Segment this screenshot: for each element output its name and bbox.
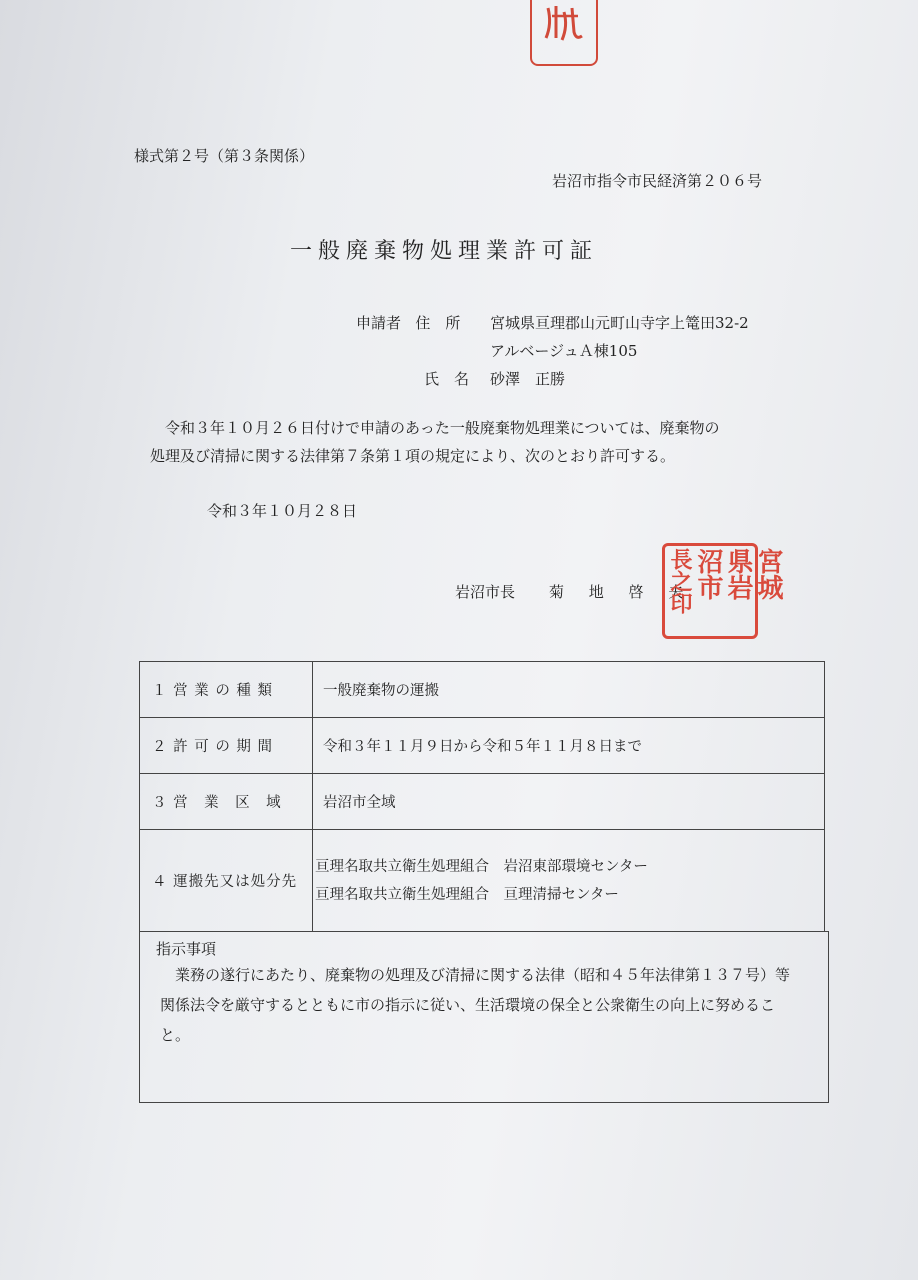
issuer-name: 菊 地 啓 夫 bbox=[549, 583, 694, 601]
applicant-block bbox=[356, 309, 749, 393]
row-value: 令和３年１１月９日から令和５年１１月８日まで bbox=[313, 718, 825, 774]
statement-line1: 令和３年１０月２６日付けで申請のあった一般廃棄物処理業については、廃棄物の bbox=[165, 419, 720, 437]
table-row bbox=[140, 774, 825, 830]
seal-text-col2: 県岩 bbox=[723, 548, 753, 600]
table-row bbox=[140, 830, 825, 932]
instructions-box bbox=[139, 931, 829, 1103]
row-key: １ 営 業 の 種 類 bbox=[140, 662, 313, 718]
applicant-label: 申請者 bbox=[356, 314, 402, 332]
address-line2: アルベージュＡ棟105 bbox=[490, 342, 638, 360]
issuer-title: 岩沼市長 bbox=[455, 583, 516, 601]
applicant-labels bbox=[356, 309, 490, 337]
row-key: ２ 許 可 の 期 間 bbox=[140, 718, 313, 774]
row-value: 岩沼市全域 bbox=[313, 774, 825, 830]
permit-statement bbox=[150, 414, 810, 470]
destination-1: 亘理名取共立衛生処理組合 岩沼東部環境センター bbox=[315, 858, 648, 875]
row-key: ４ 運搬先又は処分先 bbox=[140, 830, 313, 932]
permit-details-table bbox=[139, 661, 825, 932]
seal-text-col1: 宮城 bbox=[753, 548, 783, 600]
statement-line2: 処理及び清掃に関する法律第７条第１項の規定により、次のとおり許可する。 bbox=[150, 447, 676, 465]
table-row bbox=[140, 662, 825, 718]
address-line1: 宮城県亘理郡山元町山寺字上篭田32-2 bbox=[490, 314, 749, 332]
top-seal-stamp bbox=[530, 0, 598, 66]
name-label: 氏 名 bbox=[424, 370, 470, 388]
issue-date: 令和３年１０月２８日 bbox=[207, 502, 358, 520]
instructions-text: 業務の遂行にあたり、廃棄物の処理及び清掃に関する法律（昭和４５年法律第１３７号）等関係法令を厳守するとともに市の指示に従い、生活環境の保全と公衆衛生の向上に努めること。 bbox=[160, 966, 791, 1044]
seal-glyph-icon bbox=[542, 2, 586, 42]
table-row bbox=[140, 718, 825, 774]
row-value bbox=[313, 830, 825, 932]
row-value: 一般廃棄物の運搬 bbox=[313, 662, 825, 718]
address-label: 住 所 bbox=[415, 314, 461, 332]
document-title: 一般廃棄物処理業許可証 bbox=[290, 239, 599, 264]
seal-text-col4: 長之印 bbox=[667, 548, 693, 614]
form-number: 様式第２号（第３条関係） bbox=[134, 147, 315, 165]
row-key: ３ 営 業 区 域 bbox=[140, 774, 313, 830]
destination-2: 亘理名取共立衛生処理組合 亘理清掃センター bbox=[315, 886, 619, 903]
document-number: 岩沼市指令市民経済第２０６号 bbox=[552, 172, 763, 190]
issuer bbox=[455, 581, 693, 602]
official-seal-stamp bbox=[662, 543, 783, 639]
applicant-name: 砂澤 正勝 bbox=[490, 370, 566, 388]
seal-text-col3: 沼市 bbox=[693, 548, 723, 600]
instructions-heading: 指示事項 bbox=[156, 940, 217, 958]
